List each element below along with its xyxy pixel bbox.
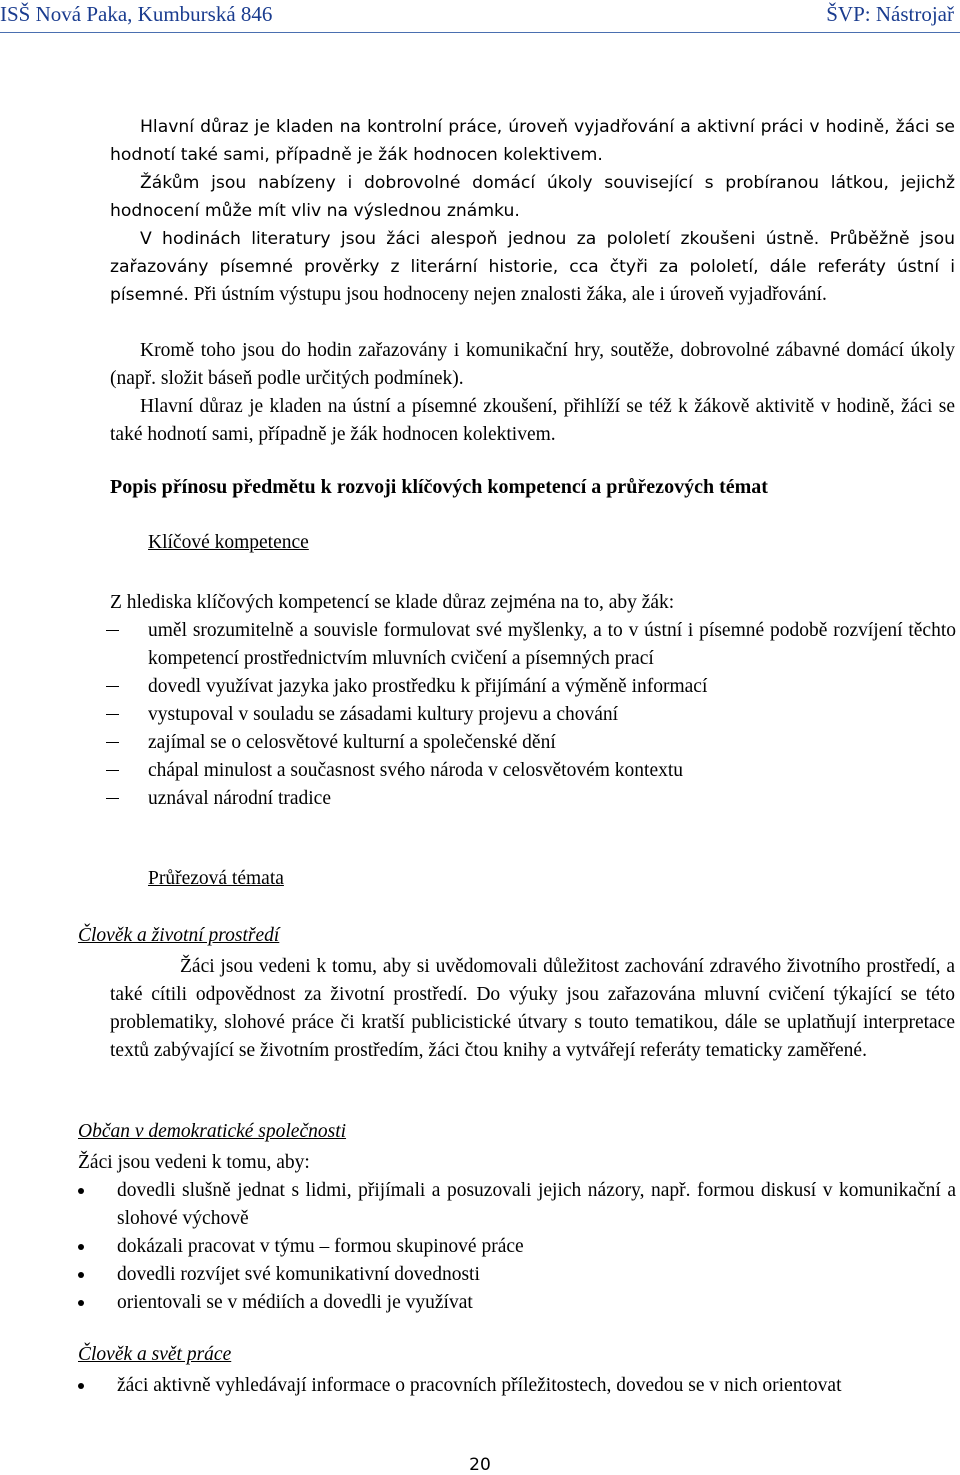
list-item: uměl srozumitelně a souvisle formulovat své myšlenky, a to v ústní i písemné podobě rozvíjení těchto kompetencí prostřednictvím mluvních cvičení a písemných prací — [78, 617, 956, 673]
citizen-list — [78, 1177, 956, 1317]
written-tests-sentence: Průběžně jsou zařazovány písemné prověrky z literární historie, cca čtyři za pololetí, dále referáty ústní i písemné. — [110, 229, 956, 305]
list-item: žáci aktivně vyhledávají informace o pracovních příležitostech, dovedou se v nich orientovat — [78, 1372, 956, 1400]
paragraph-homework: Žákům jsou nabízeny i dobrovolné domácí úkoly související s probíranou látkou, jejichž hodnocení může mít vliv na výslednou známku. — [110, 173, 955, 221]
list-item: dovedli slušně jednat s lidmi, přijímali a posuzovali jejich názory, např. formou diskusí v komunikační a slohové výchově — [78, 1177, 956, 1233]
dash-marker — [106, 714, 119, 715]
list-item: dokázali pracovat v týmu – formou skupinové práce — [78, 1233, 956, 1261]
list-item: vystupoval v souladu se zásadami kultury projevu a chování — [78, 701, 956, 729]
topic-environment-title: Člověk a životní prostředí — [78, 925, 280, 946]
topic-citizen-intro: Žáci jsou vedeni k tomu, aby: — [78, 1152, 310, 1173]
oral-output-sentence: Při ústním výstupu jsou hodnoceny nejen znalosti žáka, ale i úroveň vyjadřování. — [188, 284, 827, 305]
paragraph-games: Kromě toho jsou do hodin zařazovány i komunikační hry, soutěže, dobrovolné zábavné domácí úkoly (např. složit báseň podle určitých podmínek). — [110, 340, 955, 389]
key-competences-title: Klíčové kompetence — [148, 532, 309, 553]
list-item: chápal minulost a současnost svého národa v celosvětovém kontextu — [78, 757, 956, 785]
dash-marker — [106, 630, 119, 631]
header-school: ISŠ Nová Paka, Kumburská 846 — [0, 2, 273, 26]
competences-list — [78, 617, 956, 813]
bullet-marker — [78, 1383, 84, 1389]
page-number: 20 — [469, 1455, 491, 1475]
header-program: ŠVP: Nástrojař — [826, 2, 954, 26]
paragraph-evaluation-1: Hlavní důraz je kladen na kontrolní práce, úroveň vyjadřování a aktivní práci v hodině, žáci se hodnotí také sami, případně je žák hodnocen kolektivem. — [110, 117, 955, 165]
bullet-marker — [78, 1244, 84, 1250]
list-item: zajímal se o celosvětové kulturní a společenské dění — [78, 729, 956, 757]
list-item: uznával národní tradice — [78, 785, 956, 813]
paragraph-literature-exams — [110, 225, 955, 309]
topic-work-title: Člověk a svět práce — [78, 1344, 232, 1365]
cross-topics-title: Průřezová témata — [148, 868, 284, 889]
dash-marker — [106, 770, 119, 771]
work-list — [78, 1372, 956, 1400]
dash-marker — [106, 686, 119, 687]
competences-intro: Z hlediska klíčových kompetencí se klade důraz zejména na to, aby žák: — [110, 592, 675, 613]
list-item: dovedli rozvíjet své komunikativní dovednosti — [78, 1261, 956, 1289]
bullet-marker — [78, 1300, 84, 1306]
paragraph-evaluation-2: Hlavní důraz je kladen na ústní a písemné zkoušení, přihlíží se též k žákově aktivitě v hodině, žáci se také hodnotí sami, případně je žák hodnocen kolektivem. — [110, 396, 955, 445]
dash-marker — [106, 742, 119, 743]
topic-environment-text: Žáci jsou vedeni k tomu, aby si uvědomovali důležitost zachování zdravého životního prostředí, a také cítili odpovědnost za životní prostředí. Do výuky jsou zařazována mluvní cvičení týkající se této problematiky, slohové práce či kratší publicistické útvary s touto tematikou, dále se uplatňují interpretace textů zabývající se životním prostředím, žáci čtou knihy a vytvářejí referáty tematicky zaměřené. — [110, 956, 955, 1061]
bullet-marker — [78, 1188, 84, 1194]
list-item: orientovali se v médiích a dovedli je využívat — [78, 1289, 956, 1317]
header-divider — [0, 32, 960, 33]
section-heading: Popis přínosu předmětu k rozvoji klíčových kompetencí a průřezových témat — [110, 476, 768, 498]
topic-citizen-title: Občan v demokratické společnosti — [78, 1121, 347, 1142]
dash-marker — [106, 798, 119, 799]
list-item: dovedl využívat jazyka jako prostředku k přijímání a výměně informací — [78, 673, 956, 701]
literature-exams-sentence: V hodinách literatury jsou žáci alespoň jednou za pololetí zkoušeni ústně. — [140, 229, 820, 249]
bullet-marker — [78, 1272, 84, 1278]
